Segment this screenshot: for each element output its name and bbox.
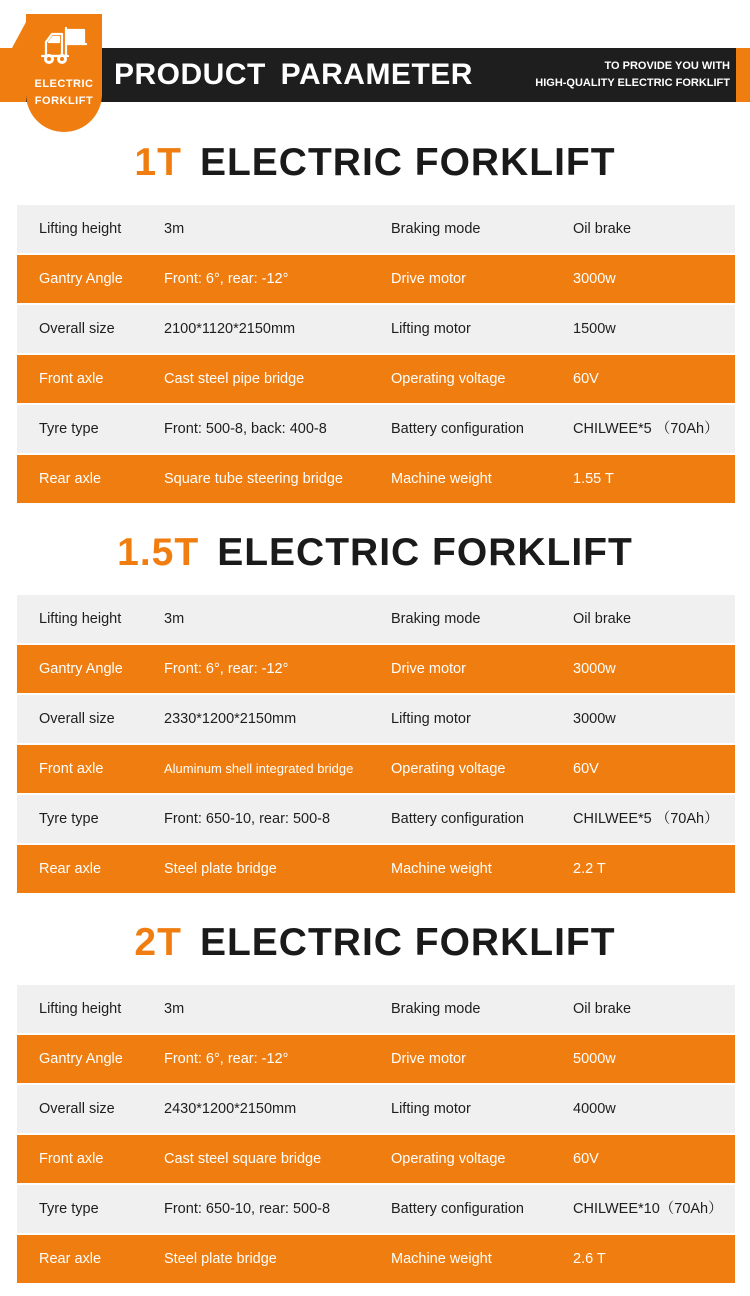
param-value: 60V: [573, 761, 599, 777]
tagline-line-1: TO PROVIDE YOU WITH: [604, 60, 730, 72]
page-header: [0, 0, 750, 135]
param-value: 2.6 T: [573, 1251, 606, 1267]
param-value: 2430*1200*2150mm: [164, 1101, 297, 1117]
table-row: [17, 355, 735, 403]
table-row: [17, 595, 735, 643]
table-row: [17, 455, 735, 503]
param-label: Battery configuration: [391, 811, 524, 827]
table-row: [17, 1235, 735, 1283]
param-label: Tyre type: [39, 1201, 99, 1217]
table-row: [17, 305, 735, 353]
table-row: [17, 405, 735, 453]
param-value: 4000w: [573, 1101, 616, 1117]
param-label: Lifting motor: [391, 321, 471, 337]
param-value: Steel plate bridge: [164, 861, 277, 877]
param-label: Tyre type: [39, 421, 99, 437]
table-row: [17, 985, 735, 1033]
section-title: [0, 913, 750, 973]
section-name: ELECTRIC FORKLIFT: [217, 531, 633, 574]
param-value: Front: 6°, rear: -12°: [164, 661, 289, 677]
tagline-line-2: HIGH-QUALITY ELECTRIC FORKLIFT: [535, 77, 730, 89]
table-row: [17, 745, 735, 793]
badge-label: [26, 76, 102, 110]
table-row: [17, 795, 735, 843]
header-accent-right: [736, 48, 750, 102]
param-value: Front: 500-8, back: 400-8: [164, 421, 327, 437]
badge-fold: [12, 22, 26, 48]
param-value: 3m: [164, 221, 185, 237]
param-value: Front: 650-10, rear: 500-8: [164, 811, 331, 827]
param-label: Drive motor: [391, 661, 466, 677]
table-row: [17, 1135, 735, 1183]
param-value: 60V: [573, 1151, 599, 1167]
param-label: Machine weight: [391, 471, 492, 487]
table-row: [17, 1035, 735, 1083]
param-value: Front: 650-10, rear: 500-8: [164, 1201, 331, 1217]
param-label: Lifting height: [39, 611, 122, 627]
param-value: Steel plate bridge: [164, 1251, 277, 1267]
param-value: Front: 6°, rear: -12°: [164, 271, 289, 287]
param-value: Cast steel square bridge: [164, 1151, 322, 1167]
param-value: 3000w: [573, 271, 616, 287]
param-label: Lifting motor: [391, 1101, 471, 1117]
param-value: 5000w: [573, 1051, 616, 1067]
param-label: Battery configuration: [391, 421, 524, 437]
param-value: CHILWEE*10（70Ah）: [573, 1201, 723, 1217]
param-value: Square tube steering bridge: [164, 471, 343, 487]
param-value: Aluminum shell integrated bridge: [164, 761, 354, 776]
badge-line-1: ELECTRIC: [34, 78, 94, 90]
param-label: Rear axle: [39, 1251, 102, 1267]
param-value: 60V: [573, 371, 599, 387]
table-row: [17, 845, 735, 893]
param-label: Overall size: [39, 1101, 115, 1117]
param-label: Rear axle: [39, 861, 102, 877]
param-label: Operating voltage: [391, 761, 506, 777]
table-row: [17, 1185, 735, 1233]
section-name: ELECTRIC FORKLIFT: [199, 921, 616, 964]
param-value: Front: 6°, rear: -12°: [164, 1051, 289, 1067]
param-label: Overall size: [39, 321, 115, 337]
param-value: 3000w: [573, 711, 616, 727]
param-value: CHILWEE*5 （70Ah）: [573, 421, 719, 437]
param-label: Drive motor: [391, 1051, 466, 1067]
param-value: 1.55 T: [573, 471, 614, 487]
table-row: [17, 1085, 735, 1133]
param-value: 2100*1120*2150mm: [164, 321, 296, 337]
param-label: Gantry Angle: [39, 271, 123, 287]
spec-table: [17, 595, 735, 895]
param-value: 2330*1200*2150mm: [164, 711, 297, 727]
param-value: Cast steel pipe bridge: [164, 371, 305, 387]
param-label: Operating voltage: [391, 371, 506, 387]
param-label: Braking mode: [391, 221, 481, 237]
param-value: 3m: [164, 611, 185, 627]
param-label: Operating voltage: [391, 1151, 506, 1167]
param-value: Oil brake: [573, 221, 632, 237]
param-label: Tyre type: [39, 811, 99, 827]
param-value: Oil brake: [573, 611, 632, 627]
param-label: Machine weight: [391, 861, 492, 877]
param-value: 3m: [164, 1001, 185, 1017]
param-label: Drive motor: [391, 271, 466, 287]
section-capacity: 1T: [134, 141, 182, 184]
section-title: [0, 523, 750, 583]
param-label: Braking mode: [391, 611, 481, 627]
section-name: ELECTRIC FORKLIFT: [199, 141, 616, 184]
param-label: Lifting motor: [391, 711, 471, 727]
forklift-icon: [38, 26, 90, 68]
section-title: [0, 133, 750, 193]
badge-line-2: FORKLIFT: [34, 95, 94, 107]
spec-table: [17, 205, 735, 505]
category-badge: [26, 14, 102, 132]
page-title: PRODUCT PARAMETER: [114, 58, 473, 91]
param-value: 2.2 T: [573, 861, 606, 877]
param-label: Battery configuration: [391, 1201, 524, 1217]
param-value: CHILWEE*5 （70Ah）: [573, 811, 719, 827]
param-value: Oil brake: [573, 1001, 632, 1017]
table-row: [17, 695, 735, 743]
param-label: Front axle: [39, 761, 104, 777]
param-label: Machine weight: [391, 1251, 492, 1267]
spec-table: [17, 985, 735, 1285]
param-label: Braking mode: [391, 1001, 481, 1017]
table-row: [17, 645, 735, 693]
param-label: Lifting height: [39, 1001, 122, 1017]
param-value: 3000w: [573, 661, 616, 677]
table-row: [17, 205, 735, 253]
param-label: Gantry Angle: [39, 661, 123, 677]
param-label: Rear axle: [39, 471, 102, 487]
section-capacity: 2T: [134, 921, 182, 964]
param-label: Overall size: [39, 711, 115, 727]
param-label: Front axle: [39, 371, 104, 387]
param-label: Front axle: [39, 1151, 104, 1167]
header-accent-left: [0, 48, 26, 102]
param-value: 1500w: [573, 321, 616, 337]
param-label: Lifting height: [39, 221, 122, 237]
table-row: [17, 255, 735, 303]
section-capacity: 1.5T: [117, 531, 200, 574]
param-label: Gantry Angle: [39, 1051, 123, 1067]
header-tagline: [535, 58, 730, 92]
